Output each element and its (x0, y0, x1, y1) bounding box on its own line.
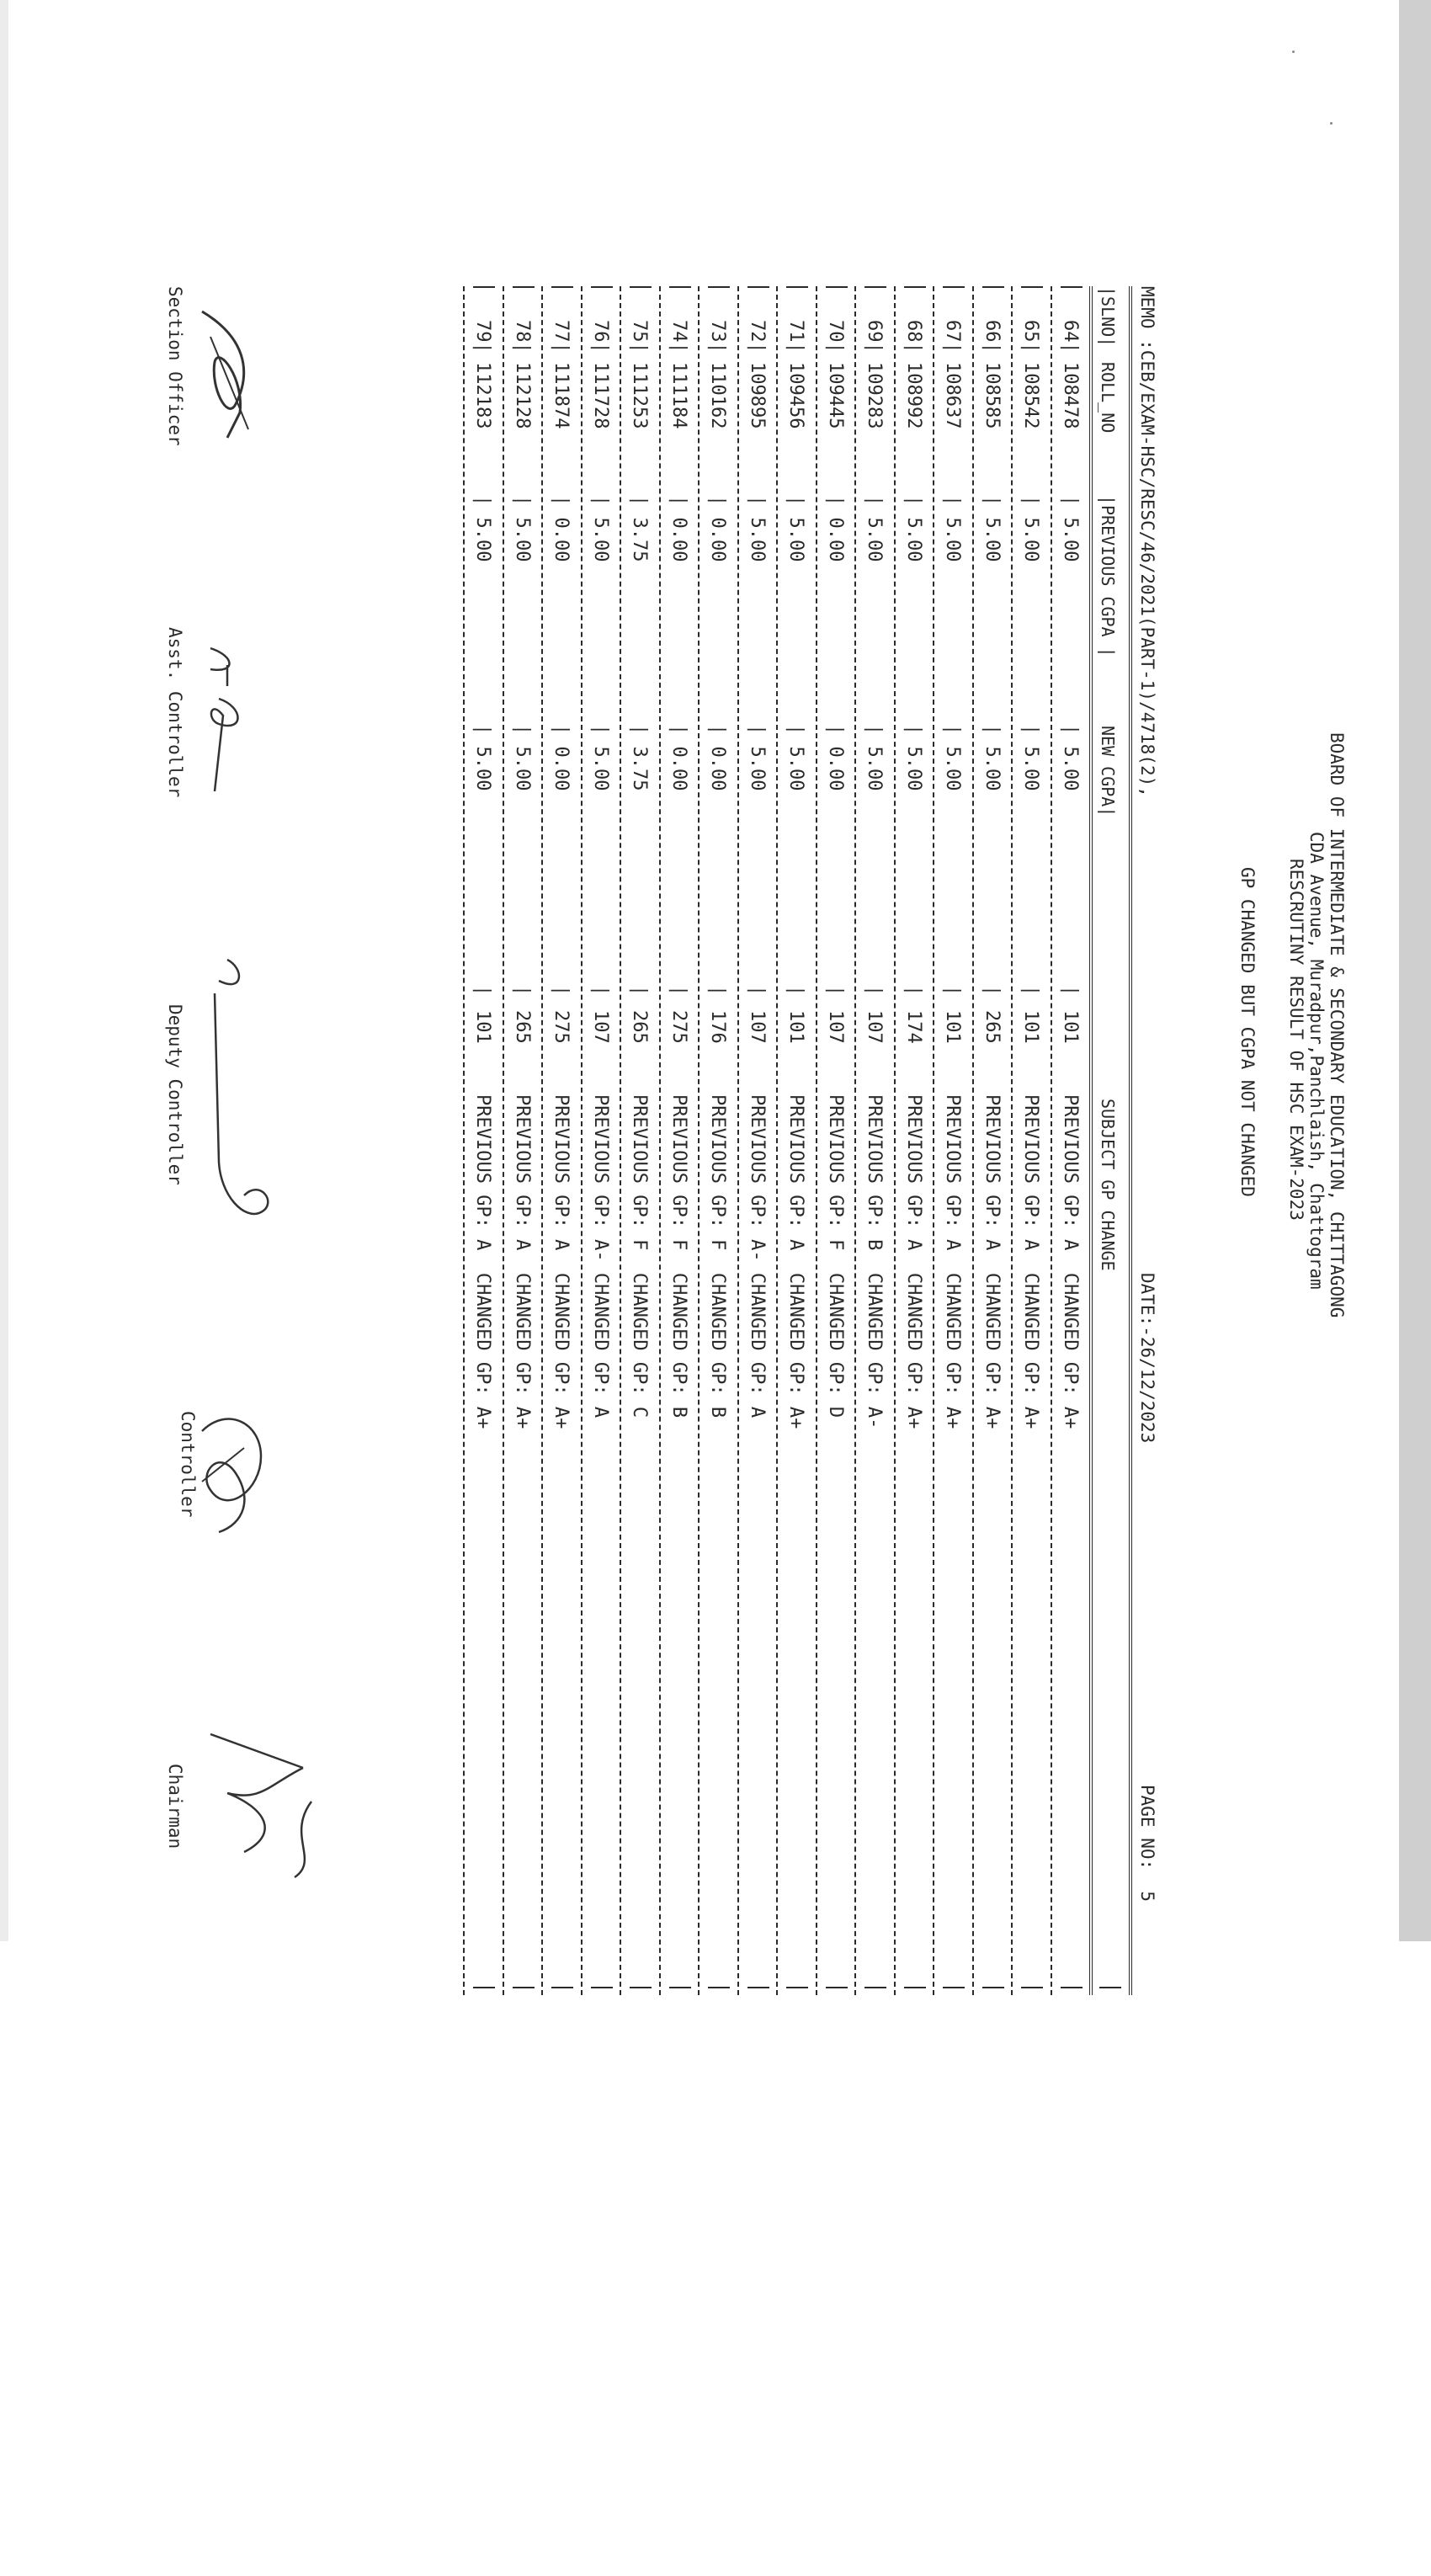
row-mid-bar: | (785, 985, 807, 997)
controller-signature (185, 1397, 295, 1541)
row-prev-cgpa: | 5.00 (1060, 495, 1081, 562)
board-address: CDA Avenue, Muradpur,Panchlaish, Chattogram (1306, 832, 1327, 1290)
table-row (545, 286, 579, 1995)
row-new-cgpa: | 5.00 (590, 724, 611, 791)
row-mid-bar: | (472, 985, 494, 997)
row-left-bar (944, 286, 966, 288)
row-gp-change: PREVIOUS GP: F CHANGED GP: D (825, 1094, 846, 1418)
row-divider (816, 286, 817, 1995)
chairman-signature (194, 1717, 337, 1886)
report-subtitle: GP CHANGED BUT CGPA NOT CHANGED (1237, 867, 1258, 1197)
row-divider (972, 286, 974, 1995)
row-divider (464, 286, 465, 1995)
row-mid-bar: | (1060, 985, 1081, 997)
row-new-cgpa: | 5.00 (785, 724, 807, 791)
row-left-bar (826, 286, 848, 288)
row-right-bar (865, 1987, 887, 1988)
row-mid-bar: | (864, 985, 886, 997)
board-name: BOARD OF INTERMEDIATE & SECONDARY EDUCATION, CHITTAGONG (1327, 732, 1347, 1318)
row-slno: 75| (629, 320, 651, 354)
row-gp-change: PREVIOUS GP: A CHANGED GP: A+ (981, 1094, 1003, 1429)
row-slno: 74| (668, 320, 689, 354)
row-right-bar (787, 1987, 809, 1988)
row-slno: 72| (747, 320, 768, 354)
row-divider (542, 286, 544, 1995)
row-gp-change: PREVIOUS GP: A- CHANGED GP: A (590, 1094, 611, 1418)
row-left-bar (904, 286, 926, 288)
row-mid-bar: | (747, 985, 768, 997)
row-prev-cgpa: | 5.00 (785, 495, 807, 562)
row-mid-bar: | (707, 985, 729, 997)
row-left-bar (709, 286, 731, 288)
row-left-bar (669, 286, 691, 288)
row-right-bar (982, 1987, 1004, 1988)
row-roll: 112128 (512, 362, 533, 429)
row-new-cgpa: | 5.00 (903, 724, 924, 791)
row-slno: 67| (942, 320, 964, 354)
row-new-cgpa: | 5.00 (942, 724, 964, 791)
row-divider (659, 286, 661, 1995)
page-number: PAGE NO: 5 (1137, 1785, 1157, 1903)
row-new-cgpa: | 3.75 (629, 724, 651, 791)
row-roll: 110162 (707, 362, 729, 429)
row-subject-code: 265 (629, 1010, 651, 1044)
row-slno: 68| (903, 320, 924, 354)
table-top-rule (1129, 286, 1132, 1995)
row-prev-cgpa: | 5.00 (981, 495, 1003, 562)
row-new-cgpa: | 0.00 (551, 724, 572, 791)
table-row (702, 286, 736, 1995)
row-right-bar (1022, 1987, 1044, 1988)
row-mid-bar: | (512, 985, 533, 997)
row-roll: 109456 (785, 362, 807, 429)
row-prev-cgpa: | 5.00 (864, 495, 886, 562)
row-subject-code: 107 (747, 1010, 768, 1044)
row-subject-code: 101 (942, 1010, 964, 1044)
row-slno: 64| (1060, 320, 1081, 354)
row-right-bar (552, 1987, 574, 1988)
row-prev-cgpa: | 5.00 (472, 495, 494, 562)
row-subject-code: 101 (1060, 1010, 1081, 1044)
col-slno: |SLNO| (1098, 286, 1118, 348)
row-roll: 111728 (590, 362, 611, 429)
row-roll: 108542 (1020, 362, 1042, 429)
row-left-bar (513, 286, 535, 288)
row-left-bar (591, 286, 613, 288)
row-mid-bar: | (629, 985, 651, 997)
row-new-cgpa: | 0.00 (825, 724, 846, 791)
row-new-cgpa: | 5.00 (864, 724, 886, 791)
row-slno: 66| (981, 320, 1003, 354)
row-left-bar (982, 286, 1004, 288)
row-prev-cgpa: | 5.00 (747, 495, 768, 562)
report-title: RESCRUTINY RESULT OF HSC EXAM-2023 (1286, 859, 1306, 1221)
row-prev-cgpa: | 5.00 (590, 495, 611, 562)
row-divider (581, 286, 583, 1995)
row-new-cgpa: | 5.00 (472, 724, 494, 791)
row-slno: 76| (590, 320, 611, 354)
col-end-bar (1099, 1987, 1121, 1988)
row-divider (934, 286, 935, 1995)
chairman-label: Chairman (165, 1764, 185, 1850)
row-slno: 79| (472, 320, 494, 354)
row-divider (894, 286, 896, 1995)
row-new-cgpa: | 0.00 (668, 724, 689, 791)
table-row (976, 286, 1009, 1995)
row-prev-cgpa: | 0.00 (551, 495, 572, 562)
scan-speck (1292, 51, 1295, 53)
row-right-bar (513, 1987, 535, 1988)
row-roll: 109895 (747, 362, 768, 429)
row-left-bar (474, 286, 496, 288)
row-mid-bar: | (551, 985, 572, 997)
row-slno: 69| (864, 320, 886, 354)
row-prev-cgpa: | 3.75 (629, 495, 651, 562)
row-mid-bar: | (903, 985, 924, 997)
memo-date: DATE:-26/12/2023 (1137, 1273, 1157, 1444)
row-new-cgpa: | 5.00 (981, 724, 1003, 791)
row-divider (777, 286, 779, 1995)
row-right-bar (669, 1987, 691, 1988)
deputy-controller-signature (194, 943, 295, 1246)
row-mid-bar: | (825, 985, 846, 997)
row-roll: 112183 (472, 362, 494, 429)
row-prev-cgpa: | 0.00 (825, 495, 846, 562)
col-roll: ROLL_NO (1098, 362, 1118, 434)
row-prev-cgpa: | 5.00 (1020, 495, 1042, 562)
row-right-bar (904, 1987, 926, 1988)
table-row (1054, 286, 1088, 1995)
row-slno: 78| (512, 320, 533, 354)
row-prev-cgpa: | 5.00 (942, 495, 964, 562)
table-row (859, 286, 892, 1995)
row-mid-bar: | (590, 985, 611, 997)
rotated-document (152, 286, 1347, 1995)
row-new-cgpa: | 5.00 (1060, 724, 1081, 791)
row-roll: 109283 (864, 362, 886, 429)
row-gp-change: PREVIOUS GP: B CHANGED GP: A- (864, 1094, 886, 1429)
row-right-bar (630, 1987, 652, 1988)
row-new-cgpa: | 0.00 (707, 724, 729, 791)
row-subject-code: 101 (1020, 1010, 1042, 1044)
table-row (897, 286, 931, 1995)
row-roll: 108992 (903, 362, 924, 429)
table-header-rule (1089, 286, 1093, 1995)
row-roll: 111184 (668, 362, 689, 429)
row-left-bar (787, 286, 809, 288)
table-row (584, 286, 618, 1995)
row-left-bar (630, 286, 652, 288)
row-divider (1051, 286, 1052, 1995)
row-slno: 65| (1020, 320, 1042, 354)
controller-label: Controller (178, 1411, 198, 1518)
row-divider (620, 286, 622, 1995)
row-mid-bar: | (1020, 985, 1042, 997)
row-subject-code: 101 (785, 1010, 807, 1044)
row-slno: 71| (785, 320, 807, 354)
scan-speck (1330, 122, 1333, 125)
row-gp-change: PREVIOUS GP: A- CHANGED GP: A (747, 1094, 768, 1418)
row-subject-code: 107 (825, 1010, 846, 1044)
row-right-bar (474, 1987, 496, 1988)
row-right-bar (747, 1987, 769, 1988)
table-row (780, 286, 814, 1995)
table-row (624, 286, 657, 1995)
table-row (937, 286, 971, 1995)
row-mid-bar: | (981, 985, 1003, 997)
row-divider (1012, 286, 1013, 1995)
row-gp-change: PREVIOUS GP: A CHANGED GP: A+ (472, 1094, 494, 1429)
row-gp-change: PREVIOUS GP: F CHANGED GP: B (707, 1094, 729, 1418)
scan-left-edge (0, 0, 8, 1941)
row-subject-code: 265 (512, 1010, 533, 1044)
row-left-bar (865, 286, 887, 288)
row-subject-code: 176 (707, 1010, 729, 1044)
row-slno: 73| (707, 320, 729, 354)
row-slno: 77| (551, 320, 572, 354)
row-subject-code: 265 (981, 1010, 1003, 1044)
row-mid-bar: | (942, 985, 964, 997)
row-mid-bar: | (668, 985, 689, 997)
row-gp-change: PREVIOUS GP: A CHANGED GP: A+ (903, 1094, 924, 1429)
row-gp-change: PREVIOUS GP: F CHANGED GP: B (668, 1094, 689, 1418)
row-roll: 108585 (981, 362, 1003, 429)
row-left-bar (747, 286, 769, 288)
row-subject-code: 107 (864, 1010, 886, 1044)
scan-right-strip (1399, 0, 1431, 1941)
row-gp-change: PREVIOUS GP: A CHANGED GP: A+ (785, 1094, 807, 1429)
row-roll: 109445 (825, 362, 846, 429)
row-gp-change: PREVIOUS GP: A CHANGED GP: A+ (512, 1094, 533, 1429)
row-new-cgpa: | 5.00 (747, 724, 768, 791)
row-subject-code: 174 (903, 1010, 924, 1044)
row-right-bar (1061, 1987, 1083, 1988)
row-right-bar (591, 1987, 613, 1988)
row-prev-cgpa: | 5.00 (903, 495, 924, 562)
row-subject-code: 101 (472, 1010, 494, 1044)
row-gp-change: PREVIOUS GP: A CHANGED GP: A+ (1020, 1094, 1042, 1429)
col-prev-cgpa: |PREVIOUS CGPA | (1098, 495, 1118, 657)
col-new-cgpa: NEW CGPA| (1098, 726, 1118, 817)
memo-number: MEMO :CEB/EXAM-HSC/RESC/46/2021(PART-1)/4718(2), (1137, 286, 1157, 797)
row-right-bar (826, 1987, 848, 1988)
asst-controller-signature (194, 640, 253, 808)
table-row (819, 286, 853, 1995)
table-row (506, 286, 540, 1995)
asst-controller-label: Asst. Controller (165, 627, 185, 798)
row-gp-change: PREVIOUS GP: A CHANGED GP: A+ (1060, 1094, 1081, 1429)
row-roll: 108478 (1060, 362, 1081, 429)
row-divider (699, 286, 700, 1995)
row-roll: 111874 (551, 362, 572, 429)
row-new-cgpa: | 5.00 (512, 724, 533, 791)
row-gp-change: PREVIOUS GP: A CHANGED GP: A+ (551, 1094, 572, 1429)
row-divider (503, 286, 504, 1995)
row-roll: 108637 (942, 362, 964, 429)
row-prev-cgpa: | 0.00 (707, 495, 729, 562)
table-row (741, 286, 774, 1995)
table-row (662, 286, 696, 1995)
section-officer-signature (189, 303, 261, 455)
row-slno: 70| (825, 320, 846, 354)
row-subject-code: 275 (668, 1010, 689, 1044)
row-divider (855, 286, 857, 1995)
row-roll: 111253 (629, 362, 651, 429)
section-officer-label: Section Officer (165, 286, 185, 446)
row-left-bar (552, 286, 574, 288)
row-left-bar (1061, 286, 1083, 288)
table-row (1015, 286, 1049, 1995)
deputy-controller-label: Deputy Controller (165, 1004, 185, 1185)
table-header (1093, 286, 1126, 1995)
row-divider (737, 286, 739, 1995)
row-gp-change: PREVIOUS GP: F CHANGED GP: C (629, 1094, 651, 1418)
row-new-cgpa: | 5.00 (1020, 724, 1042, 791)
row-gp-change: PREVIOUS GP: A CHANGED GP: A+ (942, 1094, 964, 1429)
row-right-bar (944, 1987, 966, 1988)
table-row (467, 286, 501, 1995)
row-left-bar (1022, 286, 1044, 288)
col-subject-gp-change: SUBJECT GP CHANGE (1098, 1099, 1118, 1271)
row-subject-code: 107 (590, 1010, 611, 1044)
row-prev-cgpa: | 0.00 (668, 495, 689, 562)
row-prev-cgpa: | 5.00 (512, 495, 533, 562)
row-subject-code: 275 (551, 1010, 572, 1044)
row-right-bar (709, 1987, 731, 1988)
